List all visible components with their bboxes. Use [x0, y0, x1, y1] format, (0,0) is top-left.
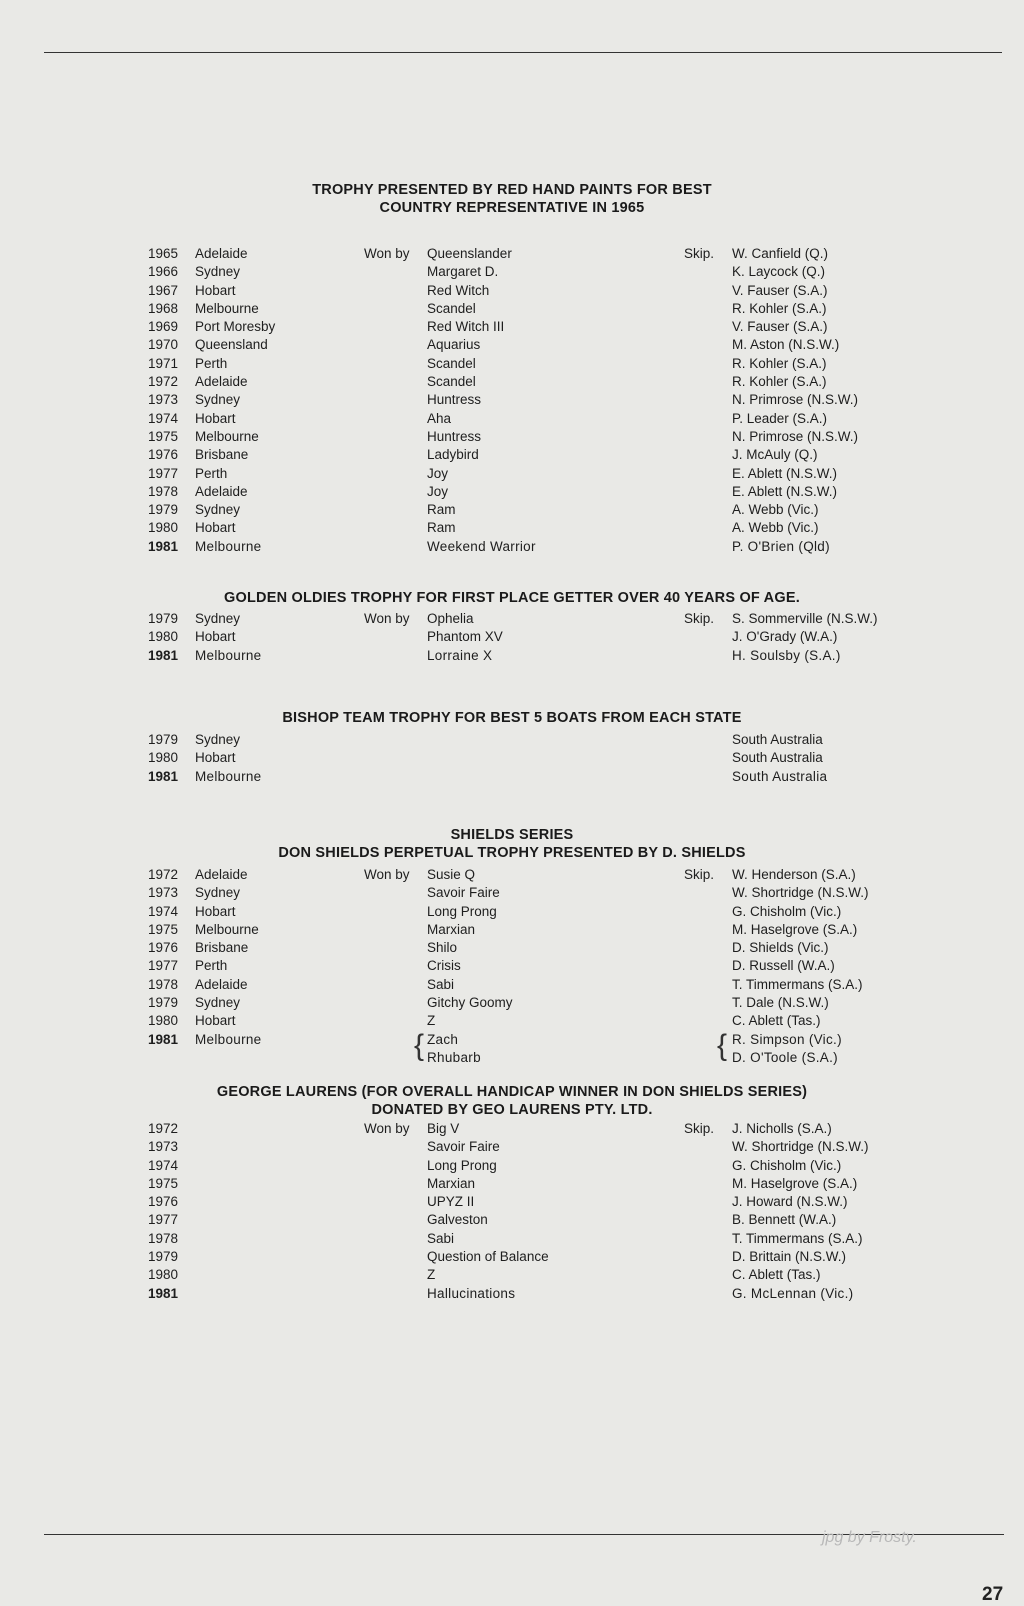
result-row — [0, 501, 1024, 519]
skipper-cell: E. Ablett (N.S.W.) — [732, 465, 838, 481]
skipper-cell: J. Nicholls (S.A.) — [732, 1121, 832, 1136]
skipper-cell: W. Shortridge (N.S.W.) — [732, 885, 869, 901]
boat-cell: Sabi — [427, 976, 455, 992]
skipper-cell: N. Primrose (N.S.W.) — [732, 392, 859, 408]
boat-cell: Rhubarb — [427, 1049, 481, 1065]
year-cell: 1981 — [148, 1031, 179, 1047]
result-row — [0, 1049, 1024, 1067]
skip-label: Skip. — [684, 1121, 715, 1136]
year-cell: 1981 — [148, 1285, 179, 1301]
place-cell: Sydney — [195, 264, 241, 280]
year-cell: 1980 — [148, 1013, 179, 1029]
result-row — [0, 994, 1024, 1012]
year-cell: 1974 — [148, 1157, 179, 1173]
skipper-cell: D. Brittain (N.S.W.) — [732, 1249, 847, 1265]
place-cell: Melbourne — [195, 428, 259, 444]
skipper-cell: T. Timmermans (S.A.) — [732, 1230, 863, 1246]
skipper-cell: South Australia — [732, 750, 823, 766]
skipper-cell: V. Fauser (S.A.) — [732, 319, 828, 335]
result-row — [0, 903, 1024, 921]
place-cell: Melbourne — [195, 647, 262, 663]
year-cell: 1978 — [148, 976, 179, 992]
result-row — [0, 921, 1024, 939]
boat-cell: Savoir Faire — [427, 885, 500, 901]
result-row — [0, 749, 1024, 767]
place-cell: Hobart — [195, 750, 236, 766]
section-heading — [0, 826, 1024, 862]
year-cell: 1967 — [148, 282, 179, 298]
place-cell: Sydney — [195, 392, 241, 408]
result-row — [0, 336, 1024, 354]
result-row — [0, 373, 1024, 391]
skipper-cell: C. Ablett (Tas.) — [732, 1267, 821, 1283]
top-rule — [44, 52, 1002, 53]
result-row — [0, 1012, 1024, 1030]
section-heading-line: COUNTRY REPRESENTATIVE IN 1965 — [379, 200, 645, 216]
skipper-cell: R. Kohler (S.A.) — [732, 374, 827, 390]
boat-cell: Zach — [427, 1031, 459, 1047]
boat-cell: Huntress — [427, 392, 482, 408]
boat-cell: Queenslander — [427, 246, 512, 261]
place-cell: Perth — [195, 465, 228, 481]
skipper-cell: C. Ablett (Tas.) — [732, 1013, 821, 1029]
result-row — [0, 1230, 1024, 1248]
page-number: 27 — [982, 1584, 1004, 1605]
section-heading — [0, 589, 1024, 607]
skipper-cell: A. Webb (Vic.) — [732, 520, 819, 536]
skipper-cell: N. Primrose (N.S.W.) — [732, 428, 859, 444]
year-cell: 1977 — [148, 958, 179, 974]
result-row — [0, 1175, 1024, 1193]
year-cell: 1977 — [148, 465, 179, 481]
skipper-cell: W. Henderson (S.A.) — [732, 867, 856, 882]
result-row — [0, 647, 1024, 665]
skipper-cell: S. Sommerville (N.S.W.) — [732, 611, 878, 626]
result-row — [0, 610, 1024, 628]
result-row — [0, 1248, 1024, 1266]
place-cell: Queensland — [195, 337, 268, 353]
skipper-cell: South Australia — [732, 732, 823, 747]
skip-label: Skip. — [684, 246, 715, 261]
result-row — [0, 1120, 1024, 1138]
result-row — [0, 1211, 1024, 1229]
brace-glyph: { — [414, 1028, 425, 1062]
place-cell: Melbourne — [195, 1031, 262, 1047]
place-cell: Port Moresby — [195, 319, 276, 335]
result-row — [0, 428, 1024, 446]
boat-cell: Z — [427, 1013, 436, 1029]
skipper-cell: P. O'Brien (Qld) — [732, 538, 830, 554]
skipper-cell: B. Bennett (W.A.) — [732, 1212, 837, 1228]
boat-cell: Aquarius — [427, 337, 481, 353]
year-cell: 1968 — [148, 300, 179, 316]
skipper-cell: J. McAuly (Q.) — [732, 447, 818, 463]
section-heading-line: DON SHIELDS PERPETUAL TROPHY PRESENTED BY D. SHIELDS — [278, 845, 746, 861]
boat-cell: Scandel — [427, 300, 476, 316]
result-row — [0, 483, 1024, 501]
skipper-cell: V. Fauser (S.A.) — [732, 282, 828, 298]
year-cell: 1973 — [148, 1139, 179, 1155]
boat-cell: Weekend Warrior — [427, 538, 536, 554]
year-cell: 1980 — [148, 520, 179, 536]
boat-cell: Scandel — [427, 355, 476, 371]
result-row — [0, 957, 1024, 975]
year-cell: 1979 — [148, 611, 179, 626]
result-row — [0, 866, 1024, 884]
skip-label: Skip. — [684, 867, 715, 882]
skipper-cell: P. Leader (S.A.) — [732, 410, 828, 426]
boat-cell: Hallucinations — [427, 1285, 516, 1301]
place-cell: Sydney — [195, 502, 241, 518]
section-heading-line: TROPHY PRESENTED BY RED HAND PAINTS FOR BEST — [312, 182, 712, 198]
skipper-cell: G. McLennan (Vic.) — [732, 1285, 854, 1301]
place-cell: Melbourne — [195, 768, 262, 784]
year-cell: 1973 — [148, 392, 179, 408]
place-cell: Melbourne — [195, 300, 259, 316]
boat-cell: Ladybird — [427, 447, 479, 463]
boat-cell: Margaret D. — [427, 264, 499, 280]
trophy-section — [0, 826, 1024, 1065]
place-cell: Hobart — [195, 903, 236, 919]
results-table — [0, 866, 1024, 1067]
year-cell: 1971 — [148, 355, 179, 371]
year-cell: 1979 — [148, 502, 179, 518]
won-by-label: Won by — [364, 246, 410, 261]
boat-cell: Sabi — [427, 1230, 455, 1246]
result-row — [0, 768, 1024, 786]
year-cell: 1972 — [148, 1121, 179, 1136]
result-row — [0, 1157, 1024, 1175]
result-row — [0, 731, 1024, 749]
result-row — [0, 939, 1024, 957]
skipper-cell: D. Shields (Vic.) — [732, 940, 829, 956]
skipper-cell: G. Chisholm (Vic.) — [732, 903, 842, 919]
boat-cell: Scandel — [427, 374, 476, 390]
skipper-cell: M. Aston (N.S.W.) — [732, 337, 840, 353]
place-cell: Adelaide — [195, 246, 248, 261]
trophy-section — [0, 181, 1024, 554]
place-cell: Perth — [195, 958, 228, 974]
skipper-cell: A. Webb (Vic.) — [732, 502, 819, 518]
skipper-cell: R. Kohler (S.A.) — [732, 300, 827, 316]
result-row — [0, 355, 1024, 373]
year-cell: 1975 — [148, 1175, 179, 1191]
year-cell: 1980 — [148, 750, 179, 766]
skipper-cell: R. Simpson (Vic.) — [732, 1031, 842, 1047]
year-cell: 1965 — [148, 246, 179, 261]
year-cell: 1970 — [148, 337, 179, 353]
skipper-cell: E. Ablett (N.S.W.) — [732, 483, 838, 499]
place-cell: Sydney — [195, 732, 241, 747]
boat-cell: Marxian — [427, 921, 476, 937]
skipper-cell: D. Russell (W.A.) — [732, 958, 835, 974]
skipper-cell: M. Haselgrove (S.A.) — [732, 921, 858, 937]
section-heading — [0, 181, 1024, 217]
result-row — [0, 446, 1024, 464]
boat-cell: Galveston — [427, 1212, 488, 1228]
skipper-cell: K. Laycock (Q.) — [732, 264, 826, 280]
year-cell: 1978 — [148, 1230, 179, 1246]
section-heading-line: GEORGE LAURENS (FOR OVERALL HANDICAP WINNER IN DON SHIELDS SERIES) — [216, 1084, 808, 1100]
result-row — [0, 245, 1024, 263]
skipper-cell: T. Timmermans (S.A.) — [732, 976, 863, 992]
place-cell: Sydney — [195, 885, 241, 901]
result-row — [0, 1285, 1024, 1303]
result-row — [0, 538, 1024, 556]
boat-cell: Z — [427, 1267, 436, 1283]
skipper-cell: G. Chisholm (Vic.) — [732, 1157, 842, 1173]
boat-cell: Question of Balance — [427, 1249, 549, 1265]
boat-cell: Huntress — [427, 428, 482, 444]
year-cell: 1973 — [148, 885, 179, 901]
section-heading-line: DONATED BY GEO LAURENS PTY. LTD. — [371, 1102, 653, 1118]
skipper-cell: J. O'Grady (W.A.) — [732, 629, 838, 645]
skipper-cell: J. Howard (N.S.W.) — [732, 1194, 848, 1210]
skipper-cell: W. Canfield (Q.) — [732, 246, 829, 261]
skip-label: Skip. — [684, 611, 715, 626]
results-table — [0, 731, 1024, 786]
result-row — [0, 884, 1024, 902]
place-cell: Hobart — [195, 282, 236, 298]
boat-cell: Ram — [427, 502, 456, 518]
year-cell: 1969 — [148, 319, 179, 335]
place-cell: Brisbane — [195, 447, 249, 463]
section-heading — [0, 1083, 1024, 1119]
year-cell: 1981 — [148, 768, 179, 784]
boat-cell: Marxian — [427, 1175, 476, 1191]
year-cell: 1972 — [148, 374, 179, 390]
place-cell: Adelaide — [195, 374, 248, 390]
place-cell: Adelaide — [195, 867, 248, 882]
result-row — [0, 1193, 1024, 1211]
section-heading-line: SHIELDS SERIES — [450, 827, 574, 843]
results-table — [0, 610, 1024, 665]
trophy-section — [0, 1083, 1024, 1301]
result-row — [0, 263, 1024, 281]
result-row — [0, 465, 1024, 483]
year-cell: 1979 — [148, 732, 179, 747]
skipper-cell: D. O'Toole (S.A.) — [732, 1049, 838, 1065]
section-heading-line: GOLDEN OLDIES TROPHY FOR FIRST PLACE GETTER OVER 40 YEARS OF AGE. — [224, 590, 800, 606]
skipper-cell: M. Haselgrove (S.A.) — [732, 1175, 858, 1191]
skipper-cell: South Australia — [732, 768, 828, 784]
place-cell: Sydney — [195, 995, 241, 1011]
place-cell: Hobart — [195, 410, 236, 426]
boat-cell: Crisis — [427, 958, 461, 974]
place-cell: Melbourne — [195, 538, 262, 554]
place-cell: Adelaide — [195, 976, 248, 992]
boat-cell: Phantom XV — [427, 629, 503, 645]
boat-cell: UPYZ II — [427, 1194, 475, 1210]
results-table — [0, 245, 1024, 556]
place-cell: Melbourne — [195, 921, 259, 937]
year-cell: 1975 — [148, 921, 179, 937]
year-cell: 1974 — [148, 410, 179, 426]
year-cell: 1979 — [148, 995, 179, 1011]
result-row — [0, 300, 1024, 318]
year-cell: 1976 — [148, 1194, 179, 1210]
result-row — [0, 318, 1024, 336]
skipper-cell: W. Shortridge (N.S.W.) — [732, 1139, 869, 1155]
boat-cell: Red Witch III — [427, 319, 505, 335]
boat-cell: Red Witch — [427, 282, 490, 298]
year-cell: 1976 — [148, 447, 179, 463]
place-cell: Hobart — [195, 1013, 236, 1029]
year-cell: 1975 — [148, 428, 179, 444]
boat-cell: Savoir Faire — [427, 1139, 500, 1155]
boat-cell: Aha — [427, 410, 452, 426]
year-cell: 1978 — [148, 483, 179, 499]
boat-cell: Shilo — [427, 940, 458, 956]
won-by-label: Won by — [364, 1121, 410, 1136]
year-cell: 1966 — [148, 264, 179, 280]
year-cell: 1979 — [148, 1249, 179, 1265]
result-row — [0, 628, 1024, 646]
skipper-cell: H. Soulsby (S.A.) — [732, 647, 841, 663]
trophy-section — [0, 709, 1024, 784]
skipper-cell: R. Kohler (S.A.) — [732, 355, 827, 371]
year-cell: 1976 — [148, 940, 179, 956]
year-cell: 1972 — [148, 867, 179, 882]
year-cell: 1981 — [148, 538, 179, 554]
boat-cell: Ram — [427, 520, 456, 536]
section-heading — [0, 709, 1024, 727]
won-by-label: Won by — [364, 867, 410, 882]
place-cell: Adelaide — [195, 483, 248, 499]
section-heading-line: BISHOP TEAM TROPHY FOR BEST 5 BOATS FROM EACH STATE — [282, 710, 742, 726]
year-cell: 1974 — [148, 903, 179, 919]
results-table — [0, 1120, 1024, 1303]
brace-glyph: { — [717, 1028, 728, 1062]
place-cell: Perth — [195, 355, 228, 371]
skipper-cell: T. Dale (N.S.W.) — [732, 995, 829, 1011]
result-row — [0, 391, 1024, 409]
year-cell: 1977 — [148, 1212, 179, 1228]
watermark: jpg by Frosty. — [822, 1529, 917, 1546]
result-row — [0, 1138, 1024, 1156]
place-cell: Hobart — [195, 629, 236, 645]
year-cell: 1981 — [148, 647, 179, 663]
boat-cell: Gitchy Goomy — [427, 995, 513, 1011]
place-cell: Hobart — [195, 520, 236, 536]
place-cell: Sydney — [195, 611, 241, 626]
boat-cell: Joy — [427, 465, 449, 481]
year-cell: 1980 — [148, 1267, 179, 1283]
result-row — [0, 976, 1024, 994]
boat-cell: Susie Q — [427, 867, 476, 882]
result-row — [0, 1266, 1024, 1284]
boat-cell: Big V — [427, 1121, 460, 1136]
result-row — [0, 519, 1024, 537]
boat-cell: Joy — [427, 483, 449, 499]
year-cell: 1980 — [148, 629, 179, 645]
boat-cell: Long Prong — [427, 903, 497, 919]
result-row — [0, 282, 1024, 300]
boat-cell: Long Prong — [427, 1157, 497, 1173]
boat-cell: Lorraine X — [427, 647, 493, 663]
boat-cell: Ophelia — [427, 611, 474, 626]
trophy-section — [0, 589, 1024, 663]
result-row — [0, 410, 1024, 428]
place-cell: Brisbane — [195, 940, 249, 956]
won-by-label: Won by — [364, 611, 410, 626]
